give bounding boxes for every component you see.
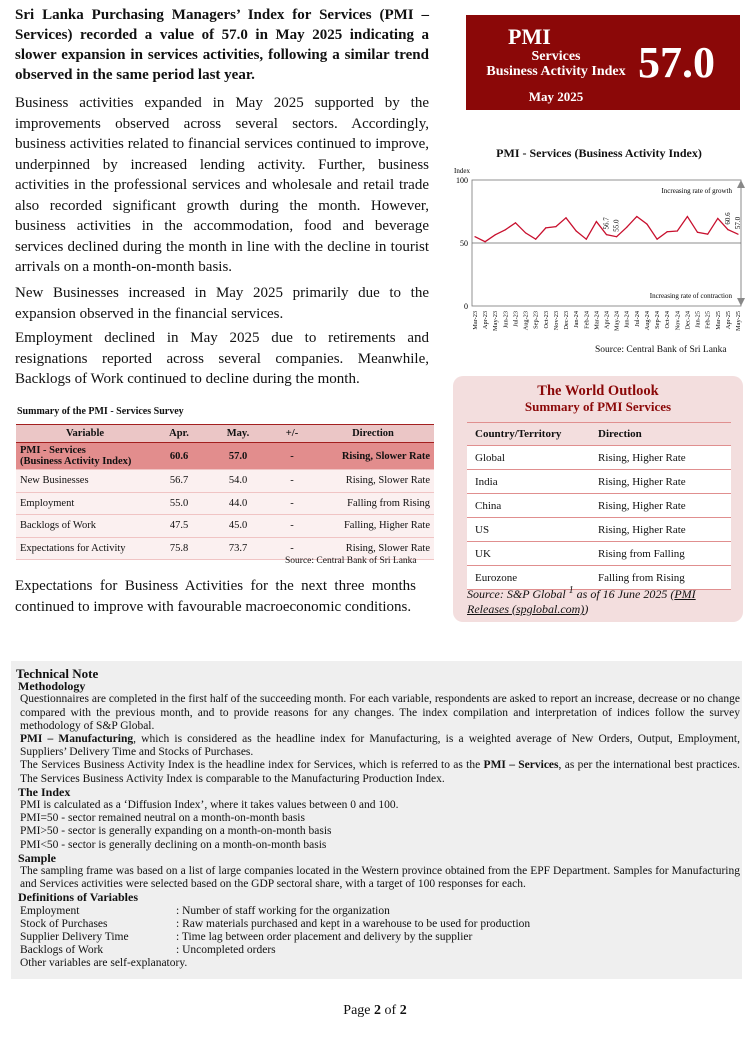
x-tick-label: Feb-24 — [583, 311, 591, 329]
survey-table-title: Summary of the PMI - Services Survey — [17, 406, 184, 417]
data-point — [545, 227, 546, 228]
x-tick-label: Nov-23 — [552, 311, 560, 331]
table-row — [467, 494, 731, 518]
chart-source: Source: Central Bank of Sri Lanka — [595, 345, 727, 355]
direction-cell: Rising from Falling — [590, 542, 731, 566]
x-tick-label: Oct-23 — [542, 311, 550, 329]
page-number — [0, 1003, 750, 1019]
definition-text: : Uncompleted orders — [176, 944, 276, 957]
page-mid: of — [381, 1003, 400, 1018]
change-cell: - — [272, 443, 312, 470]
x-tick-label: Sep-23 — [532, 311, 540, 329]
x-tick-label: Apr-23 — [482, 311, 490, 330]
data-point — [707, 234, 708, 235]
x-tick-label: May-25 — [735, 311, 742, 331]
direction-cell: Rising, Higher Rate — [590, 470, 731, 494]
data-point — [586, 239, 587, 240]
x-tick-label: Mar-25 — [714, 311, 722, 330]
manufacturing-text — [20, 733, 740, 759]
data-point — [737, 234, 738, 235]
data-point — [697, 232, 698, 233]
table-row — [467, 542, 731, 566]
annotation-contraction: Increasing rate of contraction — [649, 292, 732, 300]
paragraph-expectations: Expectations for Business Activities for the next three months continued to improve with favourable macroeconomic conditions. — [15, 578, 416, 615]
table-row — [16, 515, 434, 538]
pmi-box-line1: Services — [531, 49, 581, 64]
technical-note-title: Technical Note — [16, 666, 99, 681]
index-line: PMI is calculated as a ‘Diffusion Index’, where it takes values between 0 and 100. — [20, 799, 399, 812]
x-tick-label: Aug-23 — [522, 311, 530, 331]
table-row — [16, 443, 434, 470]
x-tick-label: Mar-23 — [472, 311, 479, 330]
survey-source: Source: Central Bank of Sri Lanka — [285, 556, 417, 566]
definition-row — [20, 944, 740, 957]
x-tick-label: Jul-23 — [512, 311, 520, 327]
direction-cell: Rising, Slower Rate — [312, 470, 434, 493]
direction-cell: Rising, Slower Rate — [312, 443, 434, 470]
index-heading: The Index — [18, 784, 71, 799]
table-row — [467, 446, 731, 470]
definition-text: : Time lag between order placement and delivery by the supplier — [176, 931, 473, 944]
definition-text: : Number of staff working for the organization — [176, 904, 390, 917]
data-label: 55.0 — [612, 219, 621, 232]
world-outlook-table — [467, 422, 731, 590]
apr-cell: 56.7 — [154, 470, 204, 493]
change-cell: - — [272, 470, 312, 493]
x-tick-label: Dec-23 — [563, 311, 571, 330]
table-row — [16, 492, 434, 515]
world-outlook-panel — [453, 376, 743, 622]
pmi-services-chart — [450, 160, 750, 345]
survey-header-direction: Direction — [312, 425, 434, 443]
definition-row — [20, 931, 740, 944]
may-cell: 73.7 — [204, 537, 272, 560]
world-header-direction: Direction — [590, 423, 731, 446]
lead-paragraph: Sri Lanka Purchasing Managers’ Index for Services (PMI – Services) recorded a value of 57.0 in May 2025 indicating a slower expansion in services activities, following a similar trend observed in the same period last year. — [15, 7, 429, 83]
variable-cell: New Businesses — [16, 470, 154, 493]
change-cell: - — [272, 492, 312, 515]
services-text-a: The Services Business Activity Index is the headline index for Services, which is referred to as the — [20, 759, 484, 772]
index-line: PMI=50 - sector remained neutral on a month-on-month basis — [20, 812, 305, 825]
data-point — [474, 236, 475, 237]
country-cell: Global — [467, 446, 590, 470]
x-tick-label: Dec-24 — [684, 311, 692, 330]
variable-cell: Employment — [16, 492, 154, 515]
definition-row — [20, 905, 740, 918]
pmi-headline-box — [466, 15, 740, 110]
data-label: 60.6 — [723, 212, 732, 225]
data-point — [687, 216, 688, 217]
sample-text: The sampling frame was based on a list of large companies located in the Western province obtained from the EPF Department. Samples for Manufacturing and Services activities were selected based on the GDP sectoral share, with a target of 100 responses for each. — [20, 865, 740, 891]
data-point — [636, 216, 637, 217]
data-point — [525, 232, 526, 233]
x-tick-label: Nov-24 — [674, 311, 682, 331]
y-tick-label: 50 — [460, 239, 468, 248]
table-row — [467, 518, 731, 542]
pmi-box-value: 57.0 — [638, 38, 715, 87]
data-point — [596, 221, 597, 222]
country-cell: US — [467, 518, 590, 542]
data-point — [646, 224, 647, 225]
apr-cell: 55.0 — [154, 492, 204, 515]
survey-header-change: +/- — [272, 425, 312, 443]
technical-note — [11, 661, 742, 979]
variable-cell — [16, 443, 154, 470]
methodology-heading: Methodology — [18, 679, 86, 694]
world-header-row — [467, 423, 731, 446]
data-point — [515, 222, 516, 223]
change-cell: - — [272, 537, 312, 560]
data-label: 57.0 — [734, 216, 742, 230]
x-tick-label: Sep-24 — [654, 311, 662, 329]
data-point — [535, 239, 536, 240]
variable-line1: PMI - Services — [20, 445, 86, 456]
x-tick-label: Jan-24 — [573, 311, 581, 328]
data-point — [626, 227, 627, 228]
x-tick-label: Oct-24 — [664, 311, 672, 329]
world-outlook-subtitle: Summary of PMI Services — [524, 399, 672, 414]
direction-cell: Rising, Slower Rate — [312, 537, 434, 560]
x-tick-label: May-24 — [613, 311, 621, 331]
x-tick-label: Jan-25 — [694, 311, 702, 328]
definition-term: Employment — [20, 904, 80, 917]
survey-header-variable: Variable — [16, 425, 154, 443]
page-current: 2 — [374, 1003, 382, 1018]
annotation-growth: Increasing rate of growth — [661, 187, 732, 195]
direction-cell: Falling, Higher Rate — [312, 515, 434, 538]
data-point — [717, 218, 718, 219]
pmi-box-period: May 2025 — [528, 89, 584, 104]
data-point — [667, 231, 668, 232]
definition-term: Supplier Delivery Time — [20, 931, 129, 944]
pmi-box-line2: Business Activity Index — [486, 64, 626, 79]
variable-cell: Backlogs of Work — [16, 515, 154, 538]
arrow-up-head-icon — [737, 180, 745, 188]
apr-cell: 60.6 — [154, 443, 204, 470]
y-tick-label: 0 — [464, 302, 468, 311]
variable-cell: Expectations for Activity — [16, 537, 154, 560]
data-point — [505, 229, 506, 230]
data-point — [495, 234, 496, 235]
direction-cell: Falling from Rising — [312, 492, 434, 515]
table-row — [467, 470, 731, 494]
direction-cell: Falling from Rising — [590, 566, 731, 590]
apr-cell: 47.5 — [154, 515, 204, 538]
pmi-box-title: PMI — [508, 24, 551, 49]
data-label: 56.7 — [602, 217, 611, 230]
may-cell: 54.0 — [204, 470, 272, 493]
x-tick-label: Jul-24 — [633, 311, 641, 327]
country-cell: China — [467, 494, 590, 518]
direction-cell: Rising, Higher Rate — [590, 446, 731, 470]
definition-term: Backlogs of Work — [20, 944, 104, 957]
manufacturing-bold: PMI – Manufacturing — [20, 733, 134, 746]
direction-cell: Rising, Higher Rate — [590, 494, 731, 518]
world-header-country: Country/Territory — [467, 423, 590, 446]
world-source-prefix: Source: S&P Global — [467, 587, 569, 601]
pmi-releases-link[interactable]: PMI Releases (spglobal.com) — [467, 587, 696, 616]
manufacturing-rest: , which is considered as the headline index for Manufacturing, is a weighted average of New Orders, Output, Employment, Suppliers’ Delivery Time and Stocks of Purchases. — [20, 733, 740, 759]
country-cell: Eurozone — [467, 566, 590, 590]
apr-cell: 75.8 — [154, 537, 204, 560]
data-point — [606, 234, 607, 235]
data-point — [555, 226, 556, 227]
survey-table — [16, 424, 434, 560]
data-point — [565, 217, 566, 218]
definitions-other: Other variables are self-explanatory. — [20, 957, 188, 970]
world-outlook-source — [467, 583, 739, 617]
x-tick-label: May-23 — [492, 311, 500, 331]
sample-heading: Sample — [18, 850, 57, 865]
country-cell: India — [467, 470, 590, 494]
x-tick-label: Apr-25 — [724, 311, 732, 330]
world-source-end: ) — [584, 602, 589, 616]
may-cell: 57.0 — [204, 443, 272, 470]
x-tick-label: Mar-24 — [593, 311, 601, 330]
may-cell: 45.0 — [204, 515, 272, 538]
index-line: PMI<50 - sector is generally declining on a month-on-month basis — [20, 838, 327, 851]
data-point — [576, 230, 577, 231]
survey-header-may: May. — [204, 425, 272, 443]
x-tick-label: Jun-23 — [502, 311, 510, 329]
survey-header-row — [16, 425, 434, 443]
paragraph-business-activity: Business activities expanded in May 2025 supported by the improvements observed across several sectors. Accordingly, business activities related to financial services continued to improve, underpinned by increased lending activity. Further, business activities in the professional services and wholesale and retail trade also recorded significant growth during the month. However, business activities in the accommodation, food and beverage services declined during the month in line with the decline in tourist arrivals on a month-on-month basis. — [15, 95, 429, 275]
page-prefix: Page — [343, 1003, 375, 1018]
definition-row — [20, 918, 740, 931]
world-outlook-title: The World Outlook — [537, 383, 659, 399]
change-cell: - — [272, 515, 312, 538]
data-point — [656, 239, 657, 240]
paragraph-employment: Employment declined in May 2025 due to retirements and resignations reported across several companies. Meanwhile, Backlogs of Work continued to decline during the month. — [15, 330, 429, 387]
services-text-b: , as per the international best practices. The Services Business Activity Index is comparable to the Manufacturing Production Index. — [20, 759, 740, 785]
x-tick-label: Feb-25 — [704, 311, 712, 329]
paragraph-new-businesses: New Businesses increased in May 2025 primarily due to the expansion observed in the financial services. — [15, 285, 429, 322]
data-point — [616, 236, 617, 237]
x-tick-label: Aug-24 — [643, 311, 651, 331]
world-source-mid: as of 16 June 2025 ( — [573, 587, 675, 601]
footnote-marker: 1 — [568, 585, 574, 596]
may-cell: 44.0 — [204, 492, 272, 515]
x-tick-label: Apr-24 — [603, 311, 611, 330]
y-axis-label: Index — [454, 167, 470, 175]
direction-cell: Rising, Higher Rate — [590, 518, 731, 542]
x-tick-label: Jun-24 — [623, 311, 631, 329]
data-point — [485, 241, 486, 242]
table-row — [16, 470, 434, 493]
definition-text: : Raw materials purchased and kept in a warehouse to be used for production — [176, 917, 531, 930]
variable-line2: (Business Activity Index) — [20, 456, 132, 467]
definition-term: Stock of Purchases — [20, 917, 108, 930]
data-point — [727, 229, 728, 230]
arrow-down-head-icon — [737, 298, 745, 306]
page-total: 2 — [399, 1003, 407, 1018]
country-cell: UK — [467, 542, 590, 566]
chart-title: PMI - Services (Business Activity Index) — [496, 146, 702, 160]
definitions-heading: Definitions of Variables — [18, 890, 139, 905]
methodology-text: Questionnaires are completed in the first half of the succeeding month. For each variable, respondents are asked to report an increase, decrease or no change compared with the previous month, and to provide reasons for any changes. The index compilation and interpretation of indices follow the survey methodology of S&P Global. — [20, 693, 740, 732]
survey-header-apr: Apr. — [154, 425, 204, 443]
y-tick-label: 100 — [456, 176, 468, 185]
services-text — [20, 759, 740, 785]
pmi-box-subtitle — [466, 49, 646, 79]
services-bold: PMI – Services — [483, 759, 559, 772]
index-line: PMI>50 - sector is generally expanding on a month-on-month basis — [20, 825, 332, 838]
data-point — [677, 230, 678, 231]
